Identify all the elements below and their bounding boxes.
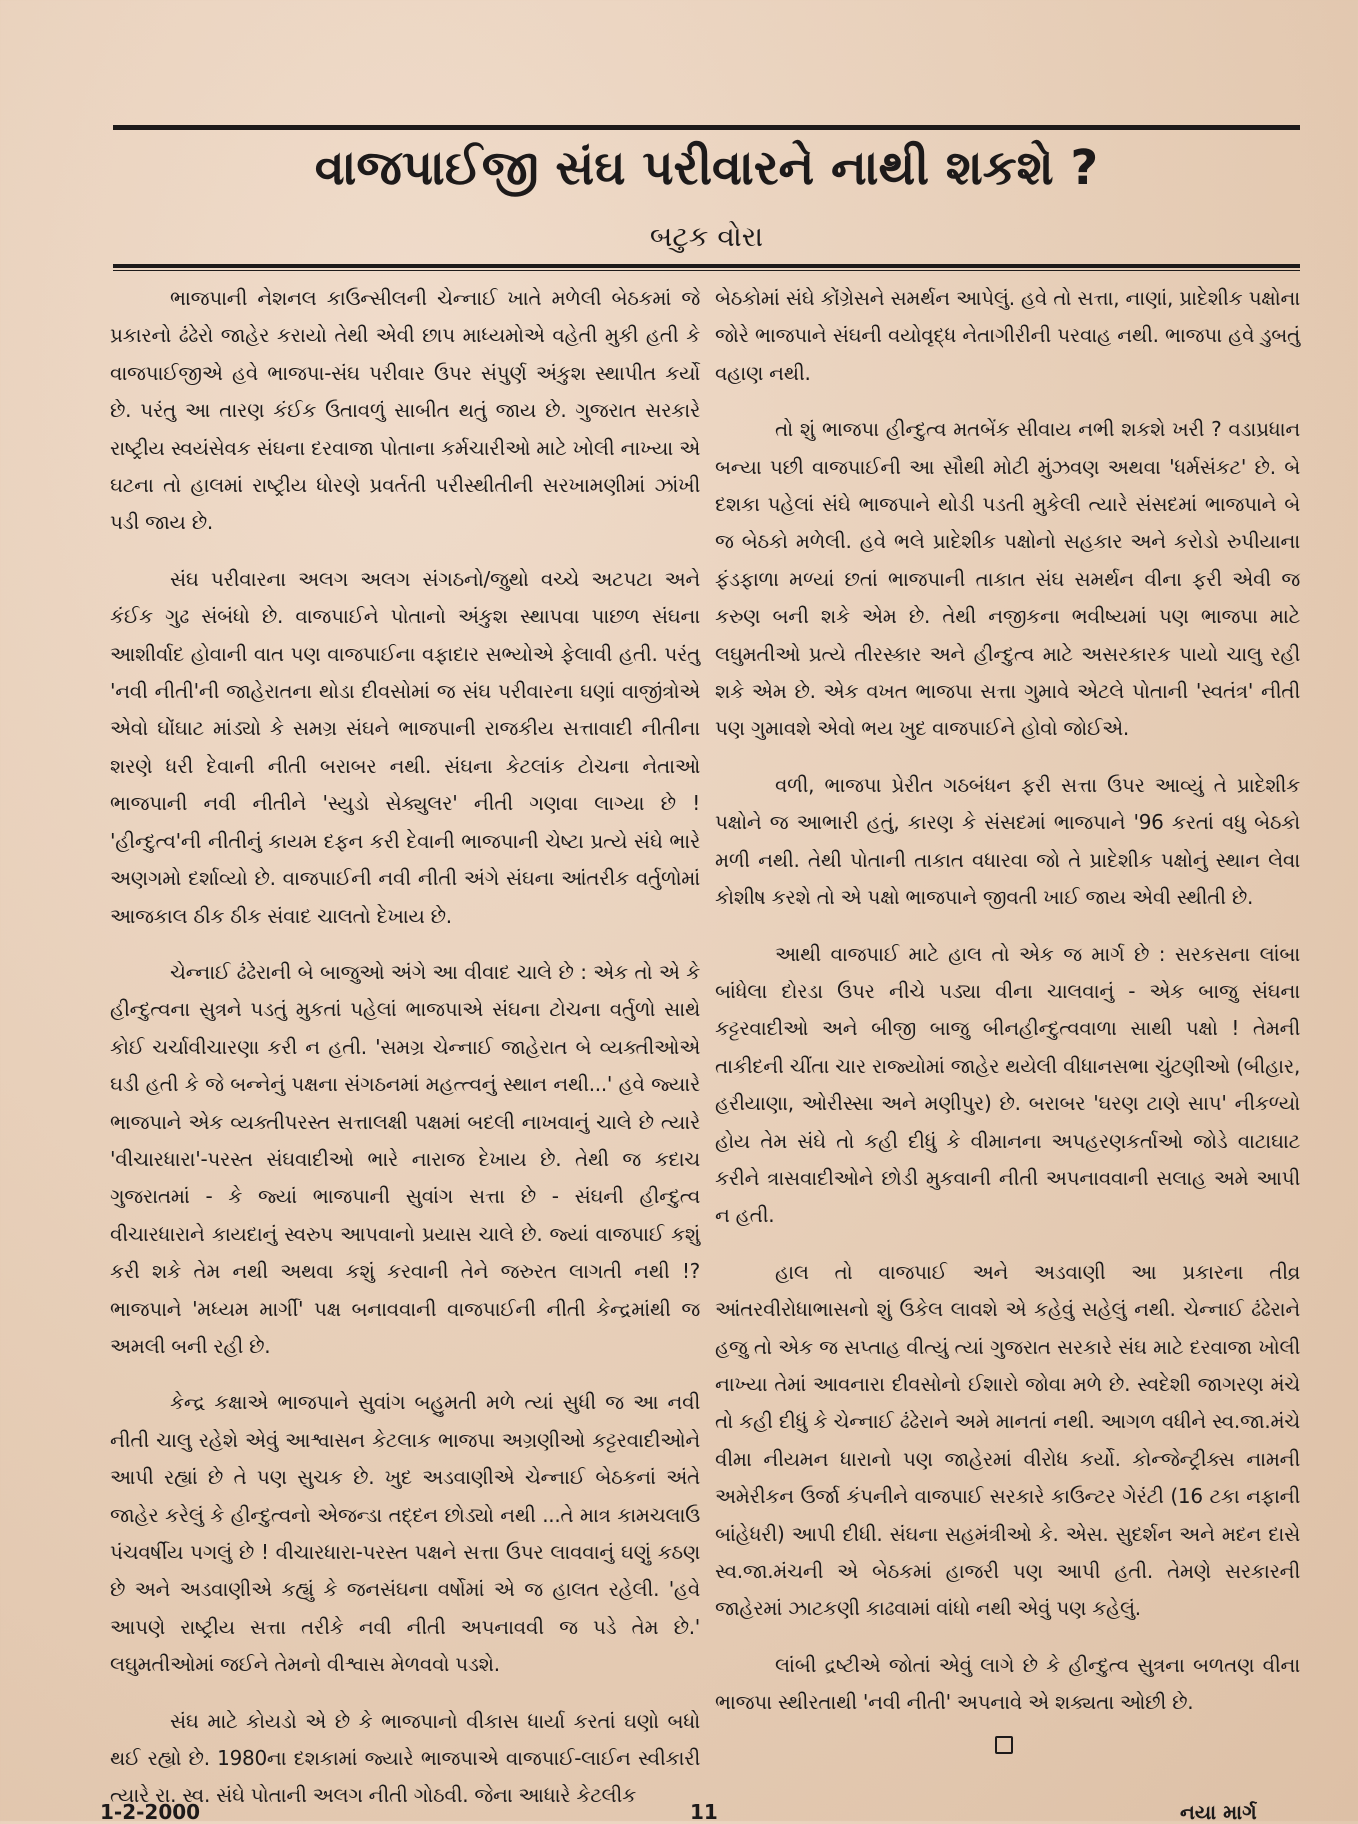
paragraph: સંઘ માટે કોયડો એ છે કે ભાજપાનો વીકાસ ધાર્યા કરતાં ઘણો બધો થઈ રહ્યો છે. 1980ના દશકામાં જ્યારે ભાજપાએ વાજપાઈ-લાઈન સ્વીકારી ત્યારે રા. સ્વ. સંઘે પોતાની અલગ નીતી ગોઠવી. જેના આધારે કેટલીક — [110, 1708, 700, 1808]
paragraph: ચેન્નાઈ ઢંઢેરાની બે બાજુઓ અંગે આ વીવાદ ચાલે છે : એક તો એ કે હીન્દુત્વના સુત્રને પડતું મુકતાં પહેલાં ભાજપાએ સંઘના ટોચના વર્તુળો સાથે કોઈ ચર્ચાવીચારણા કરી ન હતી. 'સમગ્ર ચેન્નાઈ જાહેરાત બે વ્યક્તીઓએ ઘડી હતી કે જે બન્નેનું પક્ષના સંગઠનમાં મહત્ત્વનું સ્થાન નથી...' હવે જ્યારે ભાજપાને એક વ્યક્તીપરસ્ત સત્તાલક્ષી પક્ષમાં બદલી નાખવાનું ચાલે છે ત્યારે 'વીચારધારા'-પરસ્ત સંઘવાદીઓ ભારે નારાજ દેખાય છે. તેથી જ કદાચ ગુજરાતમાં - કે જ્યાં ભાજપાની સુવાંગ સત્તા છે - સંઘની હીન્દુત્વ વીચારધારાને કાયદાનું સ્વરુપ આપવાનો પ્રયાસ ચાલે છે. જ્યાં વાજપાઈ કશું કરી શકે તેમ નથી અથવા કશું કરવાની તેને જરુરત લાગતી નથી !? ભાજપાને 'મધ્યમ માર્ગી' પક્ષ બનાવવાની વાજપાઈની નીતી કેન્દ્રમાંથી જ અમલી બની રહી છે. — [110, 959, 700, 1358]
paragraph: આથી વાજપાઈ માટે હાલ તો એક જ માર્ગ છે : સરકસના લાંબા બાંધેલા દોરડા ઉપર નીચે પડ્યા વીના ચાલવાનું - એક બાજુ સંઘના કટ્ટરવાદીઓ અને બીજી બાજુ બીનહીન્દુત્વવાળા સાથી પક્ષો ! તેમની તાકીદની ચીંતા ચાર રાજ્યોમાં જાહેર થયેલી વીધાનસભા ચુંટણીઓ (બીહાર, હરીયાણા, ઓરીસ્સા અને મણીપુર) છે. બરાબર 'ઘરણ ટાણે સાપ' નીકળ્યો હોય તેમ સંઘે તો કહી દીધું કે વીમાનના અપહરણકર્તાઓ જોડે વાટાઘાટ કરીને ત્રાસવાદીઓને છોડી મુકવાની નીતી અપનાવવાની સલાહ અમે આપી ન હતી. — [715, 941, 1300, 1228]
paragraph: લાંબી દ્રષ્ટીએ જોતાં એવું લાગે છે કે હીન્દુત્વ સુત્રના બળતણ વીના ભાજપા સ્થીરતાથી 'નવી નીતી' અપનાવે એ શક્યતા ઓછી છે. — [715, 1652, 1300, 1715]
paragraph: ભાજપાની નેશનલ કાઉન્સીલની ચેન્નાઈ ખાતે મળેલી બેઠકમાં જે પ્રકારનો ઢંઢેરો જાહેર કરાયો તેથી એવી છાપ માધ્યમોએ વહેતી મુકી હતી કે વાજપાઈજીએ હવે ભાજપા-સંઘ પરીવાર ઉપર સંપુર્ણ અંકુશ સ્થાપીત કર્યો છે. પરંતુ આ તારણ કંઈક ઉતાવળું સાબીત થતું જાય છે. ગુજરાત સરકારે રાષ્ટ્રીય સ્વયંસેવક સંઘના દરવાજા પોતાના કર્મચારીઓ માટે ખોલી નાખ્યા એ ઘટના તો હાલમાં રાષ્ટ્રીય ધોરણે પ્રવર્તતી પરીસ્થીતીની સરખામણીમાં ઝાંખી પડી જાય છે. — [110, 286, 700, 535]
left-column — [110, 280, 700, 1815]
right-column — [715, 280, 1300, 1754]
footer-date: 1-2-2000 — [100, 1800, 201, 1824]
paragraph: તો શું ભાજપા હીન્દુત્વ મતબેંક સીવાય નભી શકશે ખરી ? વડાપ્રધાન બન્યા પછી વાજપાઈની આ સૌથી મોટી મુંઝવણ અથવા 'ધર્મસંકટ' છે. બે દશકા પહેલાં સંઘે ભાજપાને થોડી પડતી મુકેલી ત્યારે સંસદમાં ભાજપાને બે જ બેઠકો મળેલી. હવે ભલે પ્રાદેશીક પક્ષોનો સહકાર અને કરોડો રુપીયાના ફંડફાળા મળ્યાં છતાં ભાજપાની તાકાત સંઘ સમર્થન વીના ફરી એવી જ કરુણ બની શકે એમ છે. તેથી નજીકના ભવીષ્યમાં પણ ભાજપા માટે લઘુમતીઓ પ્રત્યે તીરસ્કાર અને હીન્દુત્વ માટે અસરકારક પાયો ચાલુ રહી શકે એમ છે. એક વખત ભાજપા સત્તા ગુમાવે એટલે પોતાની 'સ્વતંત્ર' નીતી પણ ગુમાવશે એવો ભય ખુદ વાજપાઈને હોવો જોઈએ. — [715, 417, 1300, 741]
footer-magazine-name: નયા માર્ગ — [1180, 1800, 1257, 1824]
paragraph: કેન્દ્ર કક્ષાએ ભાજપાને સુવાંગ બહુમતી મળે ત્યાં સુધી જ આ નવી નીતી ચાલુ રહેશે એવું આશ્વાસન કેટલાક ભાજપા અગ્રણીઓ કટ્ટરવાદીઓને આપી રહ્યાં છે તે પણ સુચક છે. ખુદ અડવાણીએ ચેન્નાઈ બેઠકનાં અંતે જાહેર કરેલું કે હીન્દુત્વનો એજન્ડા તદ્દન છોડ્યો નથી ...તે માત્ર કામચલાઉ પંચવર્ષીય પગલું છે ! વીચારધારા-પરસ્ત પક્ષને સત્તા ઉપર લાવવાનું ઘણું કઠણ છે અને અડવાણીએ કહ્યું કે જનસંઘના વર્ષોમાં એ જ હાલત રહેલી. 'હવે આપણે રાષ્ટ્રીય સત્તા તરીકે નવી નીતી અપનાવવી જ પડે તેમ છે.' લઘુમતીઓમાં જઈને તેમનો વીશ્વાસ મેળવવો પડશે. — [110, 1390, 700, 1677]
paragraph: બેઠકોમાં સંઘે કોંગ્રેસને સમર્થન આપેલું. હવે તો સત્તા, નાણાં, પ્રાદેશીક પક્ષોના જોરે ભાજપાને સંઘની વયોવૃદ્ધ નેતાગીરીની પરવાહ નથી. ભાજપા હવે ડુબતું વહાણ નથી. — [715, 286, 1300, 385]
header-bottom-rule — [113, 264, 1300, 268]
paragraph: હાલ તો વાજપાઈ અને અડવાણી આ પ્રકારના તીવ્ર આંતરવીરોધાભાસનો શું ઉકેલ લાવશે એ કહેવું સહેલું નથી. ચેન્નાઈ ઢંઢેરાને હજુ તો એક જ સપ્તાહ વીત્યું ત્યાં ગુજરાત સરકારે સંઘ માટે દરવાજા ખોલી નાખ્યા તેમાં આવનારા દીવસોનો ઈશારો જોવા મળે છે. સ્વદેશી જાગરણ મંચે તો કહી દીધું કે ચેન્નાઈ ઢંઢેરાને અમે માનતાં નથી. આગળ વધીને સ્વ.જા.મંચે વીમા નીયમન ધારાનો પણ જાહેરમાં વીરોધ કર્યો. કોન્જેન્ટ્રીક્સ નામની અમેરીકન ઉર્જા કંપનીને વાજપાઈ સરકારે કાઉન્ટર ગેરંટી (16 ટકા નફાની બાંહેધરી) આપી દીધી. સંઘના સહમંત્રીઓ કે. એસ. સુદર્શન અને મદન દાસે સ્વ.જા.મંચની એ બેઠકમાં હાજરી પણ આપી હતી. તેમણે સરકારની જાહેરમાં ઝાટકણી કાઢવામાં વાંધો નથી એવું પણ કહેલું. — [715, 1259, 1300, 1621]
end-of-article-square-icon — [995, 1736, 1013, 1754]
author-byline: બટુક વોરા — [649, 220, 764, 253]
paragraph: વળી, ભાજપા પ્રેરીત ગઠબંધન ફરી સત્તા ઉપર આવ્યું તે પ્રાદેશીક પક્ષોને જ આભારી હતું, કારણ કે સંસદમાં ભાજપાને '96 કરતાં વધુ બેઠકો મળી નથી. તેથી પોતાની તાકાત વધારવા જો તે પ્રાદેશીક પક્ષોનું સ્થાન લેવા કોશીષ કરશે તો એ પક્ષો ભાજપાને જીવતી ખાઈ જાય એવી સ્થીતી છે. — [715, 772, 1300, 910]
header-bottom-thin-rule — [113, 270, 1300, 271]
footer-page-number: 11 — [690, 1800, 718, 1824]
article-title: વાજપાઈજી સંઘ પરીવારને નાથી શકશે ? — [314, 140, 1099, 196]
paragraph: સંઘ પરીવારના અલગ અલગ સંગઠનો/જુથો વચ્ચે અટપટા અને કંઈક ગુઢ સંબંધો છે. વાજપાઈને પોતાનો અંકુશ સ્થાપવા પાછળ સંઘના આશીર્વાદ હોવાની વાત પણ વાજપાઈના વફાદાર સભ્યોએ ફેલાવી હતી. પરંતુ 'નવી નીતી'ની જાહેરાતના થોડા દીવસોમાં જ સંઘ પરીવારના ઘણાં વાજીંત્રોએ એવો ઘોંઘાટ માંડ્યો કે સમગ્ર સંઘને ભાજપાની રાજકીય સત્તાવાદી નીતીના શરણે ધરી દેવાની નીતી બરાબર નથી. સંઘના કેટલાંક ટોચના નેતાઓ ભાજપાની નવી નીતીને 'સ્યુડો સેક્યુલર' નીતી ગણવા લાગ્યા છે ! 'હીન્દુત્વ'ની નીતીનું કાયમ દફન કરી દેવાની ભાજપાની ચેષ્ટા પ્રત્યે સંઘે ભારે અણગમો દર્શાવ્યો છે. વાજપાઈની નવી નીતી અંગે સંઘના આંતરીક વર્તુળોમાં આજકાલ ઠીક ઠીક સંવાદ ચાલતો દેખાય છે. — [110, 566, 700, 928]
